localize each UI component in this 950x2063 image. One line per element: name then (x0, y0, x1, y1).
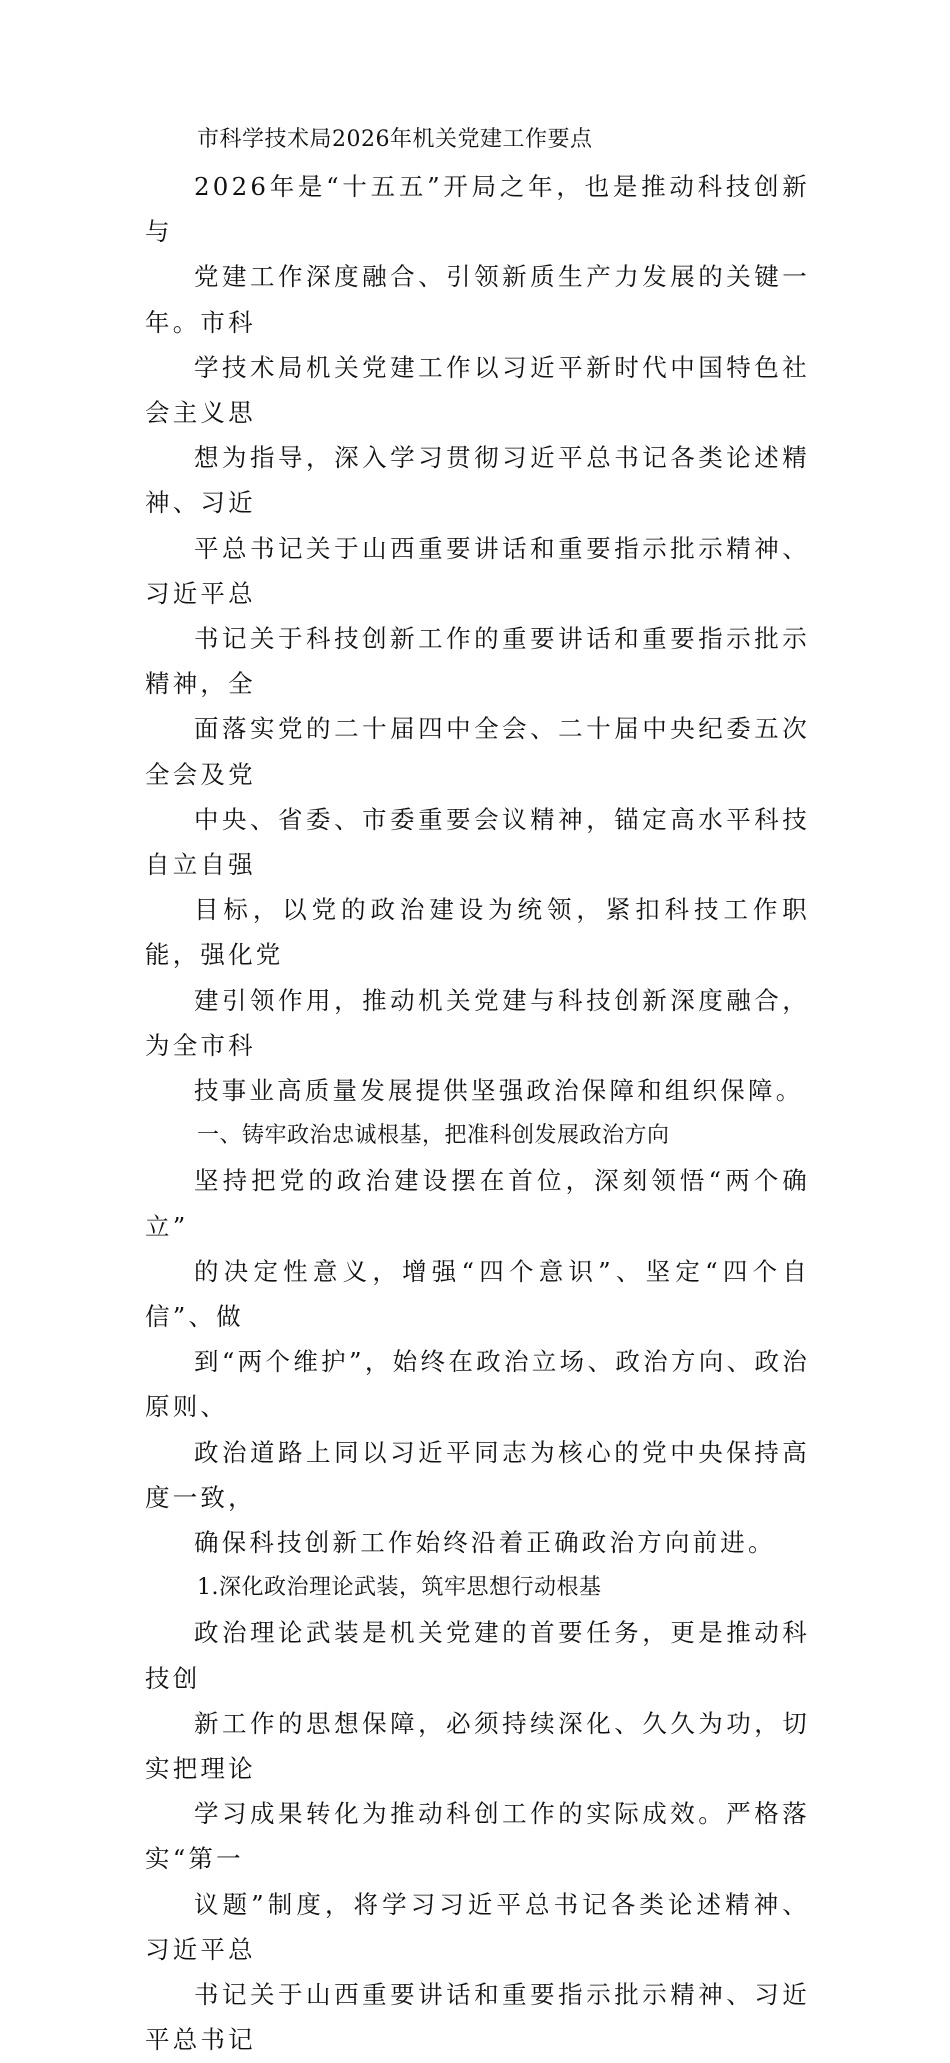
paragraph-line: 坚持把党的政治建设摆在首位，深刻领悟“两个确立” (145, 1166, 810, 1241)
subsection-1-paragraph (145, 1610, 810, 2062)
paragraph-line: 学技术局机关党建工作以习近平新时代中国特色社会主义思 (145, 352, 810, 428)
paragraph-line: 新工作的思想保障，必须持续深化、久久为功，切实把理论 (145, 1708, 810, 1784)
document-body (145, 118, 810, 2063)
paragraph-line: 书记关于山西重要讲话和重要指示批示精神、习近平总书记 (145, 1980, 810, 2055)
paragraph-line: 技事业高质量发展提供坚强政治保障和组织保障。 (194, 1076, 804, 1106)
paragraph-line: 议题”制度，将学习习近平总书记各类论述精神、习近平总 (145, 1889, 810, 1964)
paragraph-line: 建引领作用，推动机关党建与科技创新深度融合，为全市科 (145, 985, 810, 1060)
paragraph-line: 确保科技创新工作始终沿着正确政治方向前进。 (194, 1528, 776, 1558)
paragraph-line: 面落实党的二十届四中全会、二十届中央纪委五次全会及党 (145, 714, 810, 789)
intro-paragraph (145, 164, 810, 1113)
section-heading-1: 一、铸牢政治忠诚根基，把准科创发展政治方向 (197, 1123, 670, 1149)
paragraph-line: 2026年是“十五五”开局之年，也是推动科技创新与 (145, 172, 810, 247)
document-title: 市科学技术局2026年机关党建工作要点 (197, 127, 593, 152)
paragraph-line: 党建工作深度融合、引领新质生产力发展的关键一年。市科 (145, 262, 810, 337)
paragraph-line: 的决定性意义，增强“四个意识”、坚定“四个自信”、做 (145, 1256, 810, 1332)
paragraph-line: 学习成果转化为推动科创工作的实际成效。严格落实“第一 (145, 1799, 810, 1874)
paragraph-line: 中央、省委、市委重要会议精神，锚定高水平科技自立自强 (145, 804, 810, 880)
paragraph-line: 到“两个维护”，始终在政治立场、政治方向、政治原则、 (145, 1347, 810, 1422)
section-1-paragraph (145, 1158, 810, 1565)
paragraph-line: 政治道路上同以习近平同志为核心的党中央保持高度一致， (145, 1437, 810, 1512)
paragraph-line: 平总书记关于山西重要讲话和重要指示批示精神、习近平总 (145, 533, 810, 608)
paragraph-line: 书记关于科技创新工作的重要讲话和重要指示批示精神，全 (145, 624, 810, 699)
subsection-heading-1: 1.深化政治理论武装，筑牢思想行动根基 (197, 1575, 602, 1601)
paragraph-line: 政治理论武装是机关党建的首要任务，更是推动科技创 (145, 1618, 810, 1693)
paragraph-line: 目标，以党的政治建设为统领，紧扣科技工作职能，强化党 (145, 895, 810, 970)
paragraph-line: 想为指导，深入学习贯彻习近平总书记各类论述精神、习近 (145, 443, 810, 518)
